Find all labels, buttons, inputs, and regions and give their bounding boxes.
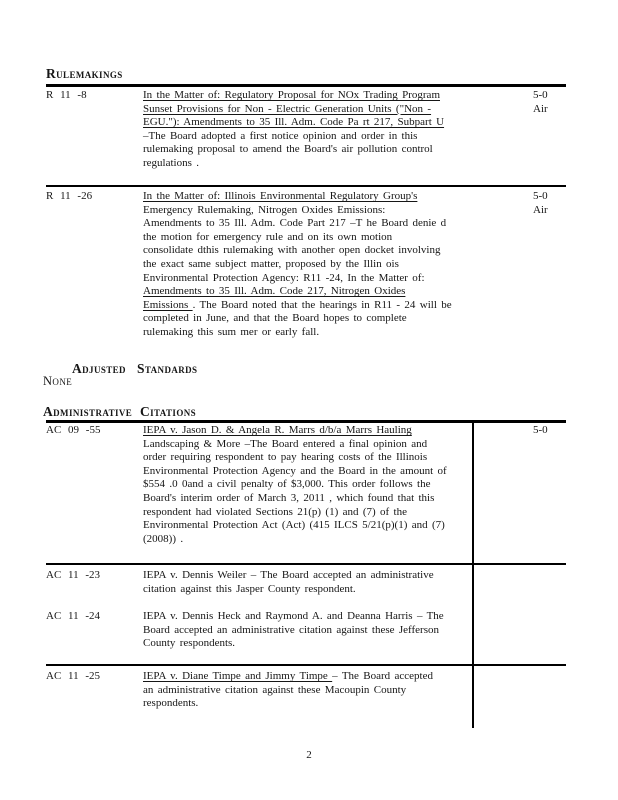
text-segment: consolidate dthis rulemaking with another open docket involving — [143, 244, 441, 257]
row-separator — [46, 664, 566, 666]
text-line — [143, 684, 467, 698]
text-segment: Environmental Protection Agency: R11 -24, In the Matter of: — [143, 271, 425, 284]
case-title-segment: IEPA v. Jason D. & Angela R. Marrs d/b/a Marrs Hauling — [143, 424, 412, 436]
text-segment: . The Board noted that the hearings in R11 - 24 will be — [192, 298, 452, 311]
case-title-segment: In the Matter of: Illinois Environmental Regulatory Group's — [143, 190, 418, 202]
text-segment: Amendments to 35 Ill. Adm. Code Part 217 –T he Board denie d — [143, 217, 447, 230]
text-line — [143, 569, 467, 583]
text-line — [143, 624, 467, 638]
text-line — [143, 670, 467, 684]
text-segment: rulemaking proposal to amend the Board's air pollution control — [143, 143, 433, 156]
text-line — [143, 506, 467, 520]
case-title-segment: Sunset Provisions for Non - Electric Generation Units ("Non - — [143, 102, 432, 115]
text-segment: $554 .0 0and a civil penalty of $3,000. This order follows the — [143, 478, 431, 491]
text-segment: regulations . — [143, 156, 199, 169]
text-segment: IEPA v. Dennis Heck and Raymond A. and Deanna Harris – The — [143, 610, 444, 622]
text-segment: Environmental Protection Act (Act) (415 ILCS 5/21(p)(1) and (7) — [143, 519, 445, 532]
docket-number: AC 11 -25 — [46, 670, 101, 682]
docket-number: R 11 -8 — [46, 89, 87, 101]
text-segment: – The Board accepted — [332, 670, 433, 682]
table-top-border — [46, 420, 566, 423]
text-line — [143, 217, 467, 231]
vote-block — [533, 89, 567, 116]
text-line — [143, 583, 467, 597]
text-segment: an administrative citation against these Macoupin County — [143, 683, 407, 696]
text-line — [143, 103, 467, 117]
text-segment: the exact same subject matter, proposed by the Illin ois — [143, 257, 399, 270]
text-line — [143, 519, 467, 533]
text-line — [143, 637, 467, 651]
text-segment: County respondents. — [143, 637, 236, 650]
section-heading-rulemakings — [46, 66, 123, 82]
page-number: 2 — [306, 749, 312, 761]
text-segment: Environmental Protection Agency and the Board in the amount of — [143, 464, 447, 477]
section-heading-label: Rulemakings — [46, 66, 123, 81]
text-line — [143, 143, 467, 157]
case-summary — [143, 190, 467, 340]
section-heading-administrative-citations — [43, 404, 196, 420]
case-title-segment: EGU."): Amendments to 35 Ill. Adm. Code Pa rt 217, Subpart U — [143, 116, 445, 129]
text-segment: completed in June, and that the Board hopes to complete — [143, 312, 407, 325]
docket-number: AC 09 -55 — [46, 424, 101, 436]
docket-number: R 11 -26 — [46, 190, 93, 202]
text-line — [143, 312, 467, 326]
section-heading-word: Administrative — [43, 404, 133, 419]
case-summary — [143, 569, 467, 596]
text-line — [143, 533, 467, 547]
text-segment: respondent had violated Sections 21(p) (1) and (7) of the — [143, 505, 407, 518]
text-line — [143, 451, 467, 465]
text-line — [143, 258, 467, 272]
case-title-segment: IEPA v. Diane Timpe and Jimmy Timpe — [143, 670, 333, 682]
case-summary — [143, 424, 467, 546]
case-summary — [143, 89, 467, 171]
docket-number: AC 11 -23 — [46, 569, 101, 581]
text-line — [143, 244, 467, 258]
row-separator — [46, 563, 566, 565]
text-line — [143, 204, 467, 218]
text-line — [143, 697, 467, 711]
text-line — [143, 424, 467, 438]
text-segment: the motion for emergency rule and on its own motion — [143, 230, 393, 243]
text-segment: respondents. — [143, 697, 199, 710]
text-segment: Landscaping & More –The Board entered a final opinion and — [143, 437, 428, 450]
section-heading-adjusted-standards — [72, 361, 197, 377]
text-line — [143, 231, 467, 245]
vote-unit: Air — [533, 102, 548, 115]
text-segment: (2008)) . — [143, 532, 184, 545]
table-top-border — [46, 84, 566, 87]
docket-number: AC 11 -24 — [46, 610, 101, 622]
vote-tally: 5-0 — [533, 190, 548, 202]
text-segment: rulemaking this sum mer or early fall. — [143, 325, 320, 338]
text-line — [143, 190, 467, 204]
text-line — [143, 326, 467, 340]
case-summary — [143, 670, 467, 711]
text-line — [143, 130, 467, 144]
vote-tally: 5-0 — [533, 89, 548, 101]
section-heading-word: Citations — [140, 404, 197, 419]
text-segment: Emergency Rulemaking, Nitrogen Oxides Emissions: — [143, 203, 386, 216]
text-line — [143, 157, 467, 171]
section-heading-word: Adjusted — [72, 361, 126, 376]
text-line — [143, 89, 467, 103]
text-segment: Board's interim order of March 3, 2011 , which found that this — [143, 491, 435, 504]
vote-tally: 5-0 — [533, 424, 548, 436]
none-label: None — [43, 374, 73, 388]
text-segment: Board accepted an administrative citation against these Jefferson — [143, 623, 439, 636]
text-segment: order requiring respondent to pay hearing costs of the Illinois — [143, 451, 428, 464]
text-segment: IEPA v. Dennis Weiler – The Board accepted an administrative — [143, 569, 434, 581]
text-line — [143, 116, 467, 130]
case-title-segment: Amendments to 35 Ill. Adm. Code 217, Nitrogen Oxides — [143, 285, 406, 298]
vote-block — [533, 190, 567, 217]
text-line — [143, 610, 467, 624]
text-line — [143, 272, 467, 286]
text-segment: –The Board adopted a first notice opinion and order in this — [143, 129, 418, 142]
text-line — [143, 299, 467, 313]
column-divider — [472, 420, 474, 728]
text-line — [143, 478, 467, 492]
case-title-segment: Emissions — [143, 298, 193, 311]
text-line — [143, 285, 467, 299]
case-title-segment: In the Matter of: Regulatory Proposal for NOx Trading Program — [143, 89, 440, 101]
text-line — [143, 438, 467, 452]
text-line — [143, 492, 467, 506]
text-line — [143, 465, 467, 479]
vote-unit: Air — [533, 203, 548, 216]
case-summary — [143, 610, 467, 651]
text-segment: citation against this Jasper County respondent. — [143, 582, 356, 595]
row-separator — [46, 185, 566, 187]
section-heading-word: Standards — [137, 361, 198, 376]
